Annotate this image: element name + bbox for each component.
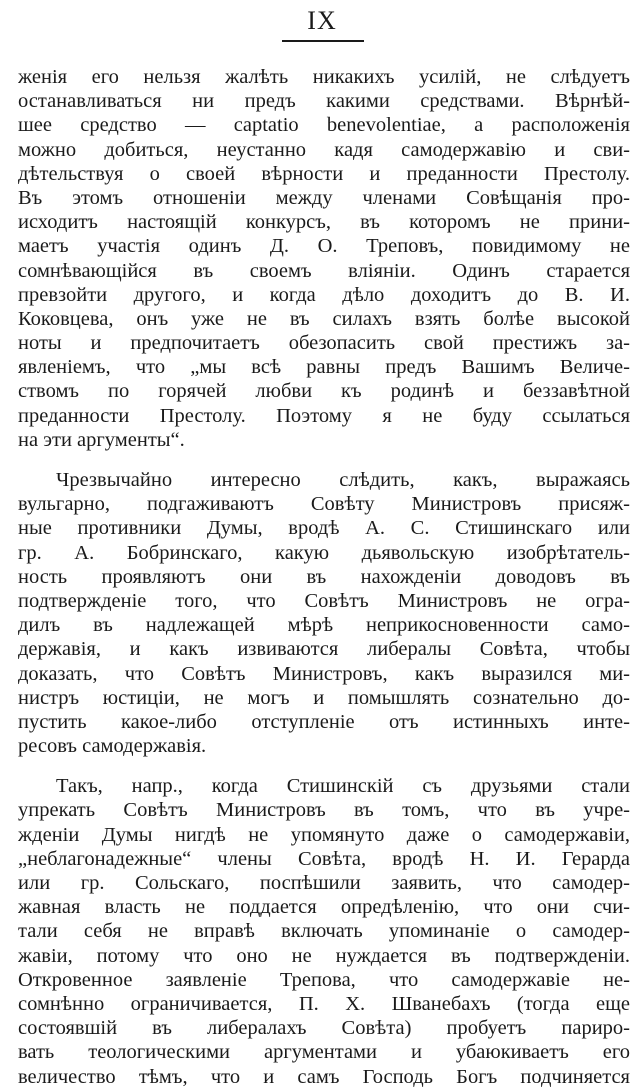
text-line: ность проявляютъ они въ нахожденіи доводовъ въ bbox=[18, 565, 630, 588]
text-line: ствомъ по горячей любви къ родинѣ и беззавѣтной bbox=[18, 380, 630, 403]
text-line: Коковцева, онъ уже не въ силахъ взять болѣе высокой bbox=[18, 307, 630, 330]
text-line: жавная власть не поддается опредѣленію, что они счи- bbox=[18, 896, 630, 919]
text-line: Въ этомъ отношеніи между членами Совѣщанія про- bbox=[18, 186, 630, 209]
text-line: величество тѣмъ, что и самъ Господь Богъ подчиняется bbox=[18, 1065, 630, 1088]
text-line: ресовъ самодержавія. bbox=[18, 735, 207, 758]
text-line: жденіи Думы нигдѣ не упомянуто даже о самодержавіи, bbox=[18, 823, 630, 846]
text-line: или гр. Сольскаго, поспѣшили заявить, что самодер- bbox=[18, 872, 630, 894]
text-line: женія его нельзя жалѣть никакихъ усилій, не слѣдуетъ bbox=[18, 66, 630, 88]
text-line: тали себя не вправѣ включать упоминаніе о самодер- bbox=[18, 920, 630, 943]
text-line: „неблагонадежные“ члены Совѣта, вродѣ Н. И. Герарда bbox=[18, 847, 630, 870]
text-line: жавіи, потому что оно не нуждается въ подтвержденіи. bbox=[18, 944, 630, 967]
paragraph-1 bbox=[18, 65, 630, 452]
text-line: Чрезвычайно интересно слѣдить, какъ, выражаясь bbox=[56, 469, 630, 491]
text-line: вать теологическими аргументами и убаюкиваетъ его bbox=[18, 1041, 630, 1064]
text-line: сомнѣвающійся въ своемъ вліяніи. Одинъ старается bbox=[18, 259, 630, 282]
paragraph-gap bbox=[18, 452, 630, 468]
text-line: маетъ участія одинъ Д. О. Треповъ, повидимому не bbox=[18, 235, 630, 258]
text-line: останавливаться ни предъ какими средствами. Вѣрнѣй- bbox=[18, 90, 630, 113]
body-text bbox=[18, 65, 630, 1089]
text-line: состоявшій въ либералахъ Совѣта) пробуетъ париро- bbox=[18, 1017, 630, 1040]
paragraph-gap bbox=[18, 758, 630, 774]
text-line: упрекать Совѣтъ Министровъ въ томъ, что въ учре- bbox=[18, 799, 630, 822]
text-line: дилъ въ надлежащей мѣрѣ неприкосновенности само- bbox=[18, 614, 630, 637]
text-line: сомнѣнно ограничивается, П. Х. Шванебахъ (тогда еще bbox=[18, 992, 630, 1015]
text-line: Откровенное заявленіе Трепова, что самодержавіе не- bbox=[18, 968, 630, 991]
text-line: державія, и какъ извиваются либералы Совѣта, чтобы bbox=[18, 638, 630, 661]
text-line: ноты и предпочитаетъ обезопасить свой престижъ за- bbox=[18, 332, 630, 355]
text-line: превзойти другого, и когда дѣло доходитъ до В. И. bbox=[18, 283, 630, 306]
paragraph-3 bbox=[18, 774, 630, 1088]
header-rule bbox=[282, 40, 364, 42]
text-line: подтвержденіе того, что Совѣтъ Министровъ не огра- bbox=[18, 589, 630, 612]
text-line: нистръ юстиціи, не могъ и помышлять сознательно до- bbox=[18, 686, 630, 709]
text-line: шее средство — captatio benevolentiae, а расположенія bbox=[18, 114, 630, 137]
text-line: доказать, что Совѣтъ Министровъ, какъ выразился ми- bbox=[18, 662, 630, 685]
text-line: Такъ, напр., когда Стишинскій съ друзьями стали bbox=[56, 775, 630, 798]
text-line: на эти аргументы“. bbox=[18, 428, 185, 451]
paragraph-2 bbox=[18, 468, 630, 758]
text-line: вульгарно, подгаживаютъ Совѣту Министровъ присяж- bbox=[18, 493, 630, 516]
text-line: исходитъ настоящій конкурсъ, въ которомъ не прини- bbox=[18, 211, 630, 234]
text-line: ные противники Думы, вродѣ А. С. Стишинскаго или bbox=[18, 517, 630, 540]
text-line: дѣтельствуя о своей вѣрности и преданности Престолу. bbox=[18, 162, 630, 185]
page-number: IX bbox=[307, 6, 337, 35]
text-line: преданности Престолу. Поэтому я не буду ссылаться bbox=[18, 404, 630, 427]
text-line: явленіемъ, что „мы всѣ равны предъ Вашимъ Величе- bbox=[18, 356, 630, 379]
text-line: можно добиться, неустанно кадя самодержавію и сви- bbox=[18, 138, 630, 161]
text-line: гр. А. Бобринскаго, какую дьявольскую изобрѣтатель- bbox=[18, 541, 630, 564]
text-line: пустить какое-либо отступленіе отъ истинныхъ инте- bbox=[18, 710, 630, 733]
